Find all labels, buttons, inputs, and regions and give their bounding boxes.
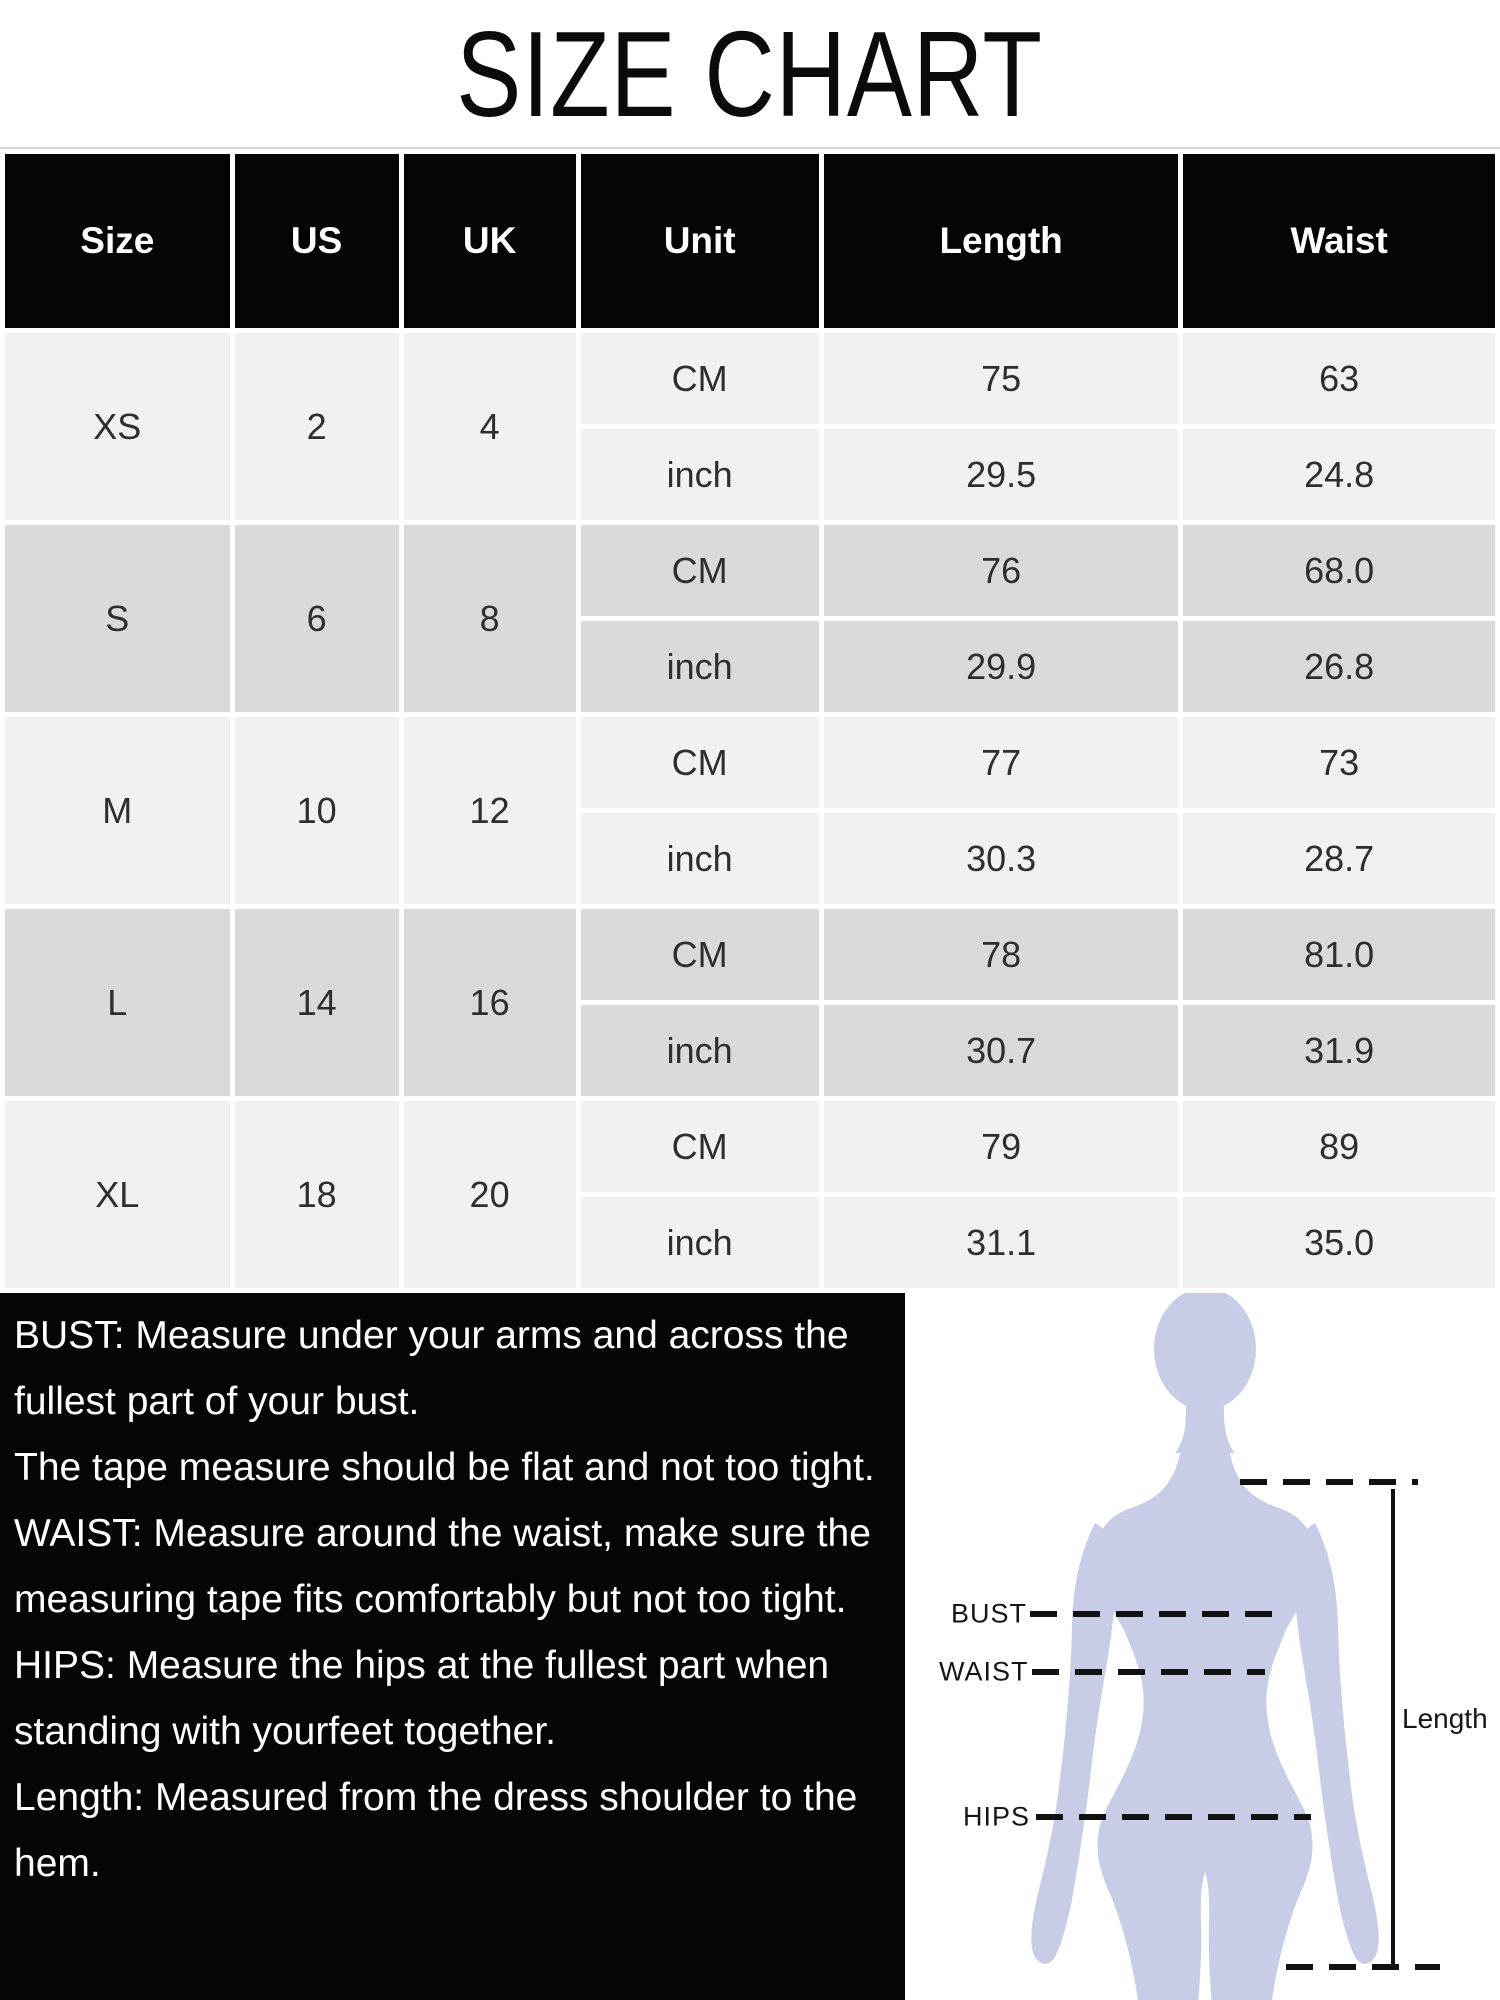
cell-length-cm: 76 (824, 525, 1179, 616)
cell-unit-inch: inch (581, 429, 819, 520)
size-row-l-cm (5, 909, 1495, 1000)
figure-left-arm (1031, 1523, 1117, 1964)
cell-unit-cm: CM (581, 525, 819, 616)
cell-length-inch: 31.1 (824, 1197, 1179, 1288)
cell-unit-inch: inch (581, 621, 819, 712)
cell-length-cm: 78 (824, 909, 1179, 1000)
instruction-line: Length: Measured from the dress shoulder to the hem. (14, 1776, 858, 1885)
cell-size: M (5, 717, 230, 904)
cell-waist-cm: 63 (1183, 333, 1495, 424)
bottom-section (0, 1293, 1500, 2000)
cell-unit-cm: CM (581, 333, 819, 424)
cell-length-cm: 75 (824, 333, 1179, 424)
cell-length-inch: 29.5 (824, 429, 1179, 520)
instruction-line: BUST: Measure under your arms and across the fullest part of your bust. (14, 1314, 849, 1423)
header-unit: Unit (581, 154, 819, 328)
cell-uk: 8 (404, 525, 576, 712)
instruction-line: The tape measure should be flat and not too tight. (14, 1446, 875, 1489)
header-size: Size (5, 154, 230, 328)
header-us: US (235, 154, 399, 328)
cell-waist-inch: 35.0 (1183, 1197, 1495, 1288)
cell-size: S (5, 525, 230, 712)
cell-us: 2 (235, 333, 399, 520)
cell-unit-cm: CM (581, 717, 819, 808)
header-waist: Waist (1183, 154, 1495, 328)
cell-waist-cm: 89 (1183, 1101, 1495, 1192)
cell-length-inch: 30.7 (824, 1005, 1179, 1096)
size-row-xs-cm (5, 333, 1495, 424)
size-chart-table (0, 147, 1500, 1293)
cell-waist-cm: 73 (1183, 717, 1495, 808)
size-table-body (5, 333, 1495, 1288)
cell-us: 6 (235, 525, 399, 712)
size-row-s-cm (5, 525, 1495, 616)
instruction-line: WAIST: Measure around the waist, make sure the measuring tape fits comfortably but not too tight. (14, 1512, 871, 1621)
figure-right-arm (1293, 1523, 1379, 1964)
instruction-line: HIPS: Measure the hips at the fullest part when standing with yourfeet together. (14, 1644, 830, 1753)
cell-waist-inch: 31.9 (1183, 1005, 1495, 1096)
cell-us: 18 (235, 1101, 399, 1288)
cell-waist-inch: 24.8 (1183, 429, 1495, 520)
table-header-row (5, 154, 1495, 328)
header-length: Length (824, 154, 1179, 328)
cell-waist-inch: 26.8 (1183, 621, 1495, 712)
page-title: SIZE CHART (456, 5, 1044, 142)
cell-us: 10 (235, 717, 399, 904)
cell-length-cm: 77 (824, 717, 1179, 808)
cell-length-inch: 29.9 (824, 621, 1179, 712)
cell-uk: 16 (404, 909, 576, 1096)
bust-label: BUST (951, 1598, 1028, 1629)
cell-waist-cm: 81.0 (1183, 909, 1495, 1000)
figure-torso (1096, 1441, 1313, 2000)
cell-unit-cm: CM (581, 1101, 819, 1192)
cell-length-inch: 30.3 (824, 813, 1179, 904)
measure-instructions (0, 1293, 905, 2000)
cell-size: XS (5, 333, 230, 520)
cell-unit-cm: CM (581, 909, 819, 1000)
cell-waist-cm: 68.0 (1183, 525, 1495, 616)
cell-uk: 4 (404, 333, 576, 520)
cell-unit-inch: inch (581, 813, 819, 904)
cell-size: L (5, 909, 230, 1096)
header-uk: UK (404, 154, 576, 328)
title-bar (0, 0, 1500, 147)
waist-label: WAIST (939, 1656, 1029, 1687)
cell-length-cm: 79 (824, 1101, 1179, 1192)
body-silhouette-figure (905, 1293, 1500, 2000)
hips-label: HIPS (963, 1801, 1031, 1832)
cell-uk: 12 (404, 717, 576, 904)
cell-unit-inch: inch (581, 1005, 819, 1096)
cell-us: 14 (235, 909, 399, 1096)
length-label: Length (1402, 1703, 1488, 1734)
measurement-diagram (905, 1293, 1500, 2000)
size-row-xl-cm (5, 1101, 1495, 1192)
cell-waist-inch: 28.7 (1183, 813, 1495, 904)
size-row-m-cm (5, 717, 1495, 808)
cell-unit-inch: inch (581, 1197, 819, 1288)
cell-uk: 20 (404, 1101, 576, 1288)
cell-size: XL (5, 1101, 230, 1288)
